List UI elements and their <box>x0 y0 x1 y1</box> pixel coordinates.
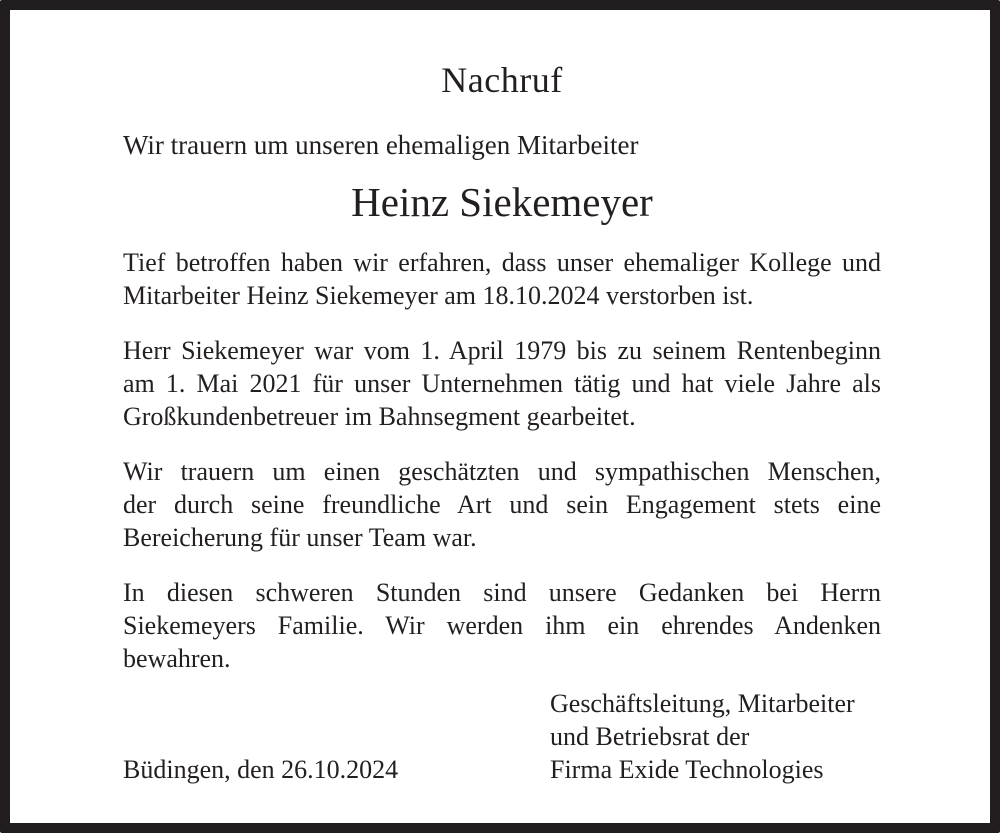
signature-line: und Betriebsrat der <box>550 722 750 751</box>
body-line: Großkundenbetreuer im Bahnsegment gearbeitet. <box>123 402 636 431</box>
signature-dateline: Büdingen, den 26.10.2024 <box>123 755 399 784</box>
body-line: bewahren. <box>123 644 231 673</box>
body-line: Wir trauern um einen geschätzten und sympathischen Menschen, <box>123 457 881 486</box>
obituary-content <box>123 62 881 786</box>
body-line: am 1. Mai 2021 für unser Unternehmen tätig und hat viele Jahre als <box>123 369 881 398</box>
signature-row <box>123 687 881 786</box>
body-line: Herr Siekemeyer war vom 1. April 1979 bis zu seinem Rentenbeginn <box>123 336 881 365</box>
page-title: Nachruf <box>441 60 563 100</box>
signature-line: Geschäftsleitung, Mitarbeiter <box>550 689 855 718</box>
body-line: Bereicherung für unser Team war. <box>123 523 477 552</box>
intro-line: Wir trauern um unseren ehemaligen Mitarbeiter <box>123 130 639 160</box>
body-paragraph-2 <box>123 334 881 433</box>
deceased-name: Heinz Siekemeyer <box>351 179 653 225</box>
signature-line: Firma Exide Technologies <box>550 755 824 784</box>
body-paragraph-3 <box>123 455 881 554</box>
body-line: Mitarbeiter Heinz Siekemeyer am 18.10.2024 verstorben ist. <box>123 281 754 310</box>
body-line: Siekemeyers Familie. Wir werden ihm ein ehrendes Andenken <box>123 611 881 640</box>
body-line: In diesen schweren Stunden sind unsere Gedanken bei Herrn <box>123 578 881 607</box>
body-paragraph-1 <box>123 246 881 312</box>
body-paragraph-4 <box>123 576 881 675</box>
body-line: Tief betroffen haben wir erfahren, dass unser ehemaliger Kollege und <box>123 248 881 277</box>
body-line: der durch seine freundliche Art und sein Engagement stets eine <box>123 490 881 519</box>
signature-block <box>550 687 881 786</box>
